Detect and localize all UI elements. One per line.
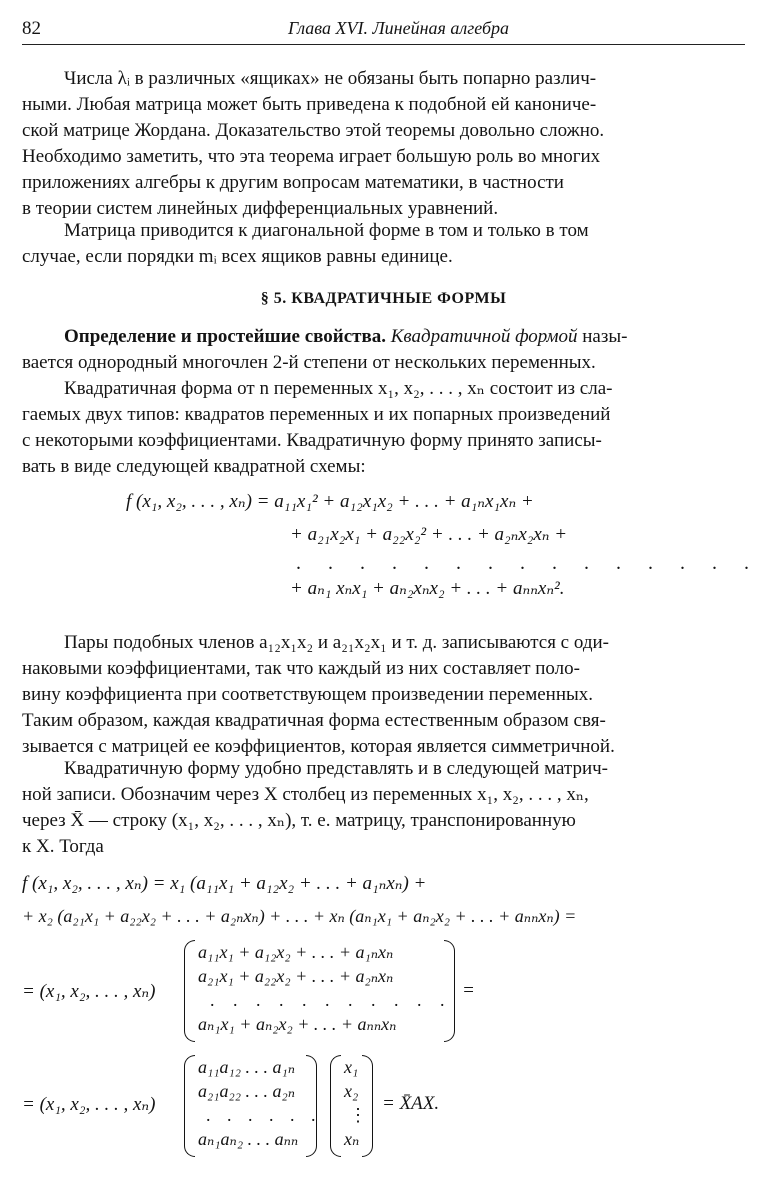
text-line: вается однородный многочлен 2-й степени от нескольких переменных. xyxy=(22,352,596,373)
page-header xyxy=(22,14,745,44)
vector-x-row2: x₂ xyxy=(344,1081,359,1101)
text-line: Квадратичная форма от n переменных x₁, x₂, . . . , xₙ состоит из сла- xyxy=(64,378,613,399)
formula-scheme-row4: + aₙ₁ xₙx₁ + aₙ₂xₙx₂ + . . . + aₙₙxₙ². xyxy=(290,578,565,599)
text-line: приложениях алгебры к другим вопросам математики, в частности xyxy=(22,172,564,193)
matrix-sum-row2: a₂₁x₁ + a₂₂x₂ + . . . + a₂ₙxₙ xyxy=(198,966,394,986)
formula-scheme-dots: . . . . . . . . . . . . . . . xyxy=(296,552,760,574)
text-line: вать в виде следующей квадратной схемы: xyxy=(22,456,366,477)
formula-equals: = xyxy=(462,980,475,1001)
text-line: к X. Тогда xyxy=(22,836,104,857)
vector-x-bracket-left xyxy=(330,1055,341,1157)
matrix-a-dots: . . . . . . xyxy=(206,1105,322,1125)
text-line: случае, если порядки mᵢ всех ящиков равны единице. xyxy=(22,246,453,267)
text-line: ными. Любая матрица может быть приведена к подобной ей канониче- xyxy=(22,94,597,115)
formula-result: = X̄AX. xyxy=(382,1093,440,1114)
formula-expansion-row1: f (x₁, x₂, . . . , xₙ) = x₁ (a₁₁x₁ + a₁₂x₂ + . . . + a₁ₙxₙ) + xyxy=(22,873,427,894)
vector-x-row1: x₁ xyxy=(344,1057,359,1077)
text-line: с некоторыми коэффициентами. Квадратичную форму принято записы- xyxy=(22,430,602,451)
text-line: Таким образом, каждая квадратичная форма естественным образом свя- xyxy=(22,710,606,731)
formula-scheme-row1: f (x₁, x₂, . . . , xₙ) = a₁₁x₁² + a₁₂x₁x₂ + . . . + a₁ₙx₁xₙ + xyxy=(126,491,534,512)
section-heading: § 5. КВАДРАТИЧНЫЕ ФОРМЫ xyxy=(260,290,507,307)
running-title: Глава XVI. Линейная алгебра xyxy=(287,18,510,38)
matrix-bracket-right xyxy=(444,940,455,1042)
text-line xyxy=(22,324,722,350)
text-fragment: назы- xyxy=(577,326,628,347)
page-number: 82 xyxy=(22,18,41,39)
matrix-a-row4: aₙ₁aₙ₂ . . . aₙₙ xyxy=(198,1129,299,1149)
text-line: Необходимо заметить, что эта теорема играет большую роль во многих xyxy=(22,146,601,167)
matrix-a-bracket-right xyxy=(306,1055,317,1157)
text-line: вину коэффициента при соответствующем произведении переменных. xyxy=(22,684,594,705)
formula-row-vector-1: = (x₁, x₂, . . . , xₙ) xyxy=(22,981,156,1002)
paragraph-diagonal xyxy=(22,218,722,270)
text-line: через X̄ — строку (x₁, x₂, . . . , xₙ), т. е. матрицу, транспонированную xyxy=(22,810,576,831)
vector-x-dots: ⋮ xyxy=(349,1105,367,1125)
header-rule xyxy=(22,44,745,45)
text-line: Квадратичную форму удобно представлять и в следующей матрич- xyxy=(64,758,609,779)
paragraph-matrix-notation xyxy=(22,756,722,860)
text-line: зывается с матрицей ее коэффициентов, которая является симметричной. xyxy=(22,736,615,757)
paragraph-definition xyxy=(22,324,722,376)
vector-x-row4: xₙ xyxy=(344,1129,360,1149)
paragraph-form-scheme xyxy=(22,376,722,480)
formula-expansion-row2: + x₂ (a₂₁x₁ + a₂₂x₂ + . . . + a₂ₙxₙ) + . . . + xₙ (aₙ₁x₁ + aₙ₂x₂ + . . . + aₙₙxₙ) = xyxy=(22,906,577,926)
text-line: в теории систем линейных дифференциальных уравнений. xyxy=(22,198,499,219)
text-line: Пары подобных членов a₁₂x₁x₂ и a₂₁x₂x₁ и т. д. записываются с оди- xyxy=(64,632,609,653)
term-quadratic-form: Квадратичной формой xyxy=(390,326,578,347)
matrix-a-bracket-left xyxy=(184,1055,195,1157)
matrix-sum-row4: aₙ₁x₁ + aₙ₂x₂ + . . . + aₙₙxₙ xyxy=(198,1014,397,1034)
vector-x-bracket-right xyxy=(362,1055,373,1157)
matrix-a-row2: a₂₁a₂₂ . . . a₂ₙ xyxy=(198,1081,296,1101)
formula-row-vector-2: = (x₁, x₂, . . . , xₙ) xyxy=(22,1094,156,1115)
matrix-bracket-left xyxy=(184,940,195,1042)
paragraph-jordan xyxy=(22,66,722,222)
text-line: гаемых двух типов: квадратов переменных и их попарных произведений xyxy=(22,404,611,425)
paragraph-symmetric xyxy=(22,630,722,760)
text-line: ной записи. Обозначим через X столбец из переменных x₁, x₂, . . . , xₙ, xyxy=(22,784,589,805)
text-line: Числа λᵢ в различных «ящиках» не обязаны быть попарно различ- xyxy=(64,68,597,89)
text-line: Матрица приводится к диагональной форме в том и только в том xyxy=(64,220,589,241)
matrix-sum-row1: a₁₁x₁ + a₁₂x₂ + . . . + a₁ₙxₙ xyxy=(198,942,394,962)
matrix-a-row1: a₁₁a₁₂ . . . a₁ₙ xyxy=(198,1057,296,1077)
matrix-sum-dots: . . . . . . . . . . . xyxy=(210,990,452,1010)
text-line: ской матрице Жордана. Доказательство этой теоремы довольно сложно. xyxy=(22,120,605,141)
text-line: наковыми коэффициентами, так что каждый из них составляет поло- xyxy=(22,658,580,679)
formula-scheme-row2: + a₂₁x₂x₁ + a₂₂x₂² + . . . + a₂ₙx₂xₙ + xyxy=(290,524,568,545)
definition-label: Определение и простейшие свойства. xyxy=(64,326,387,347)
